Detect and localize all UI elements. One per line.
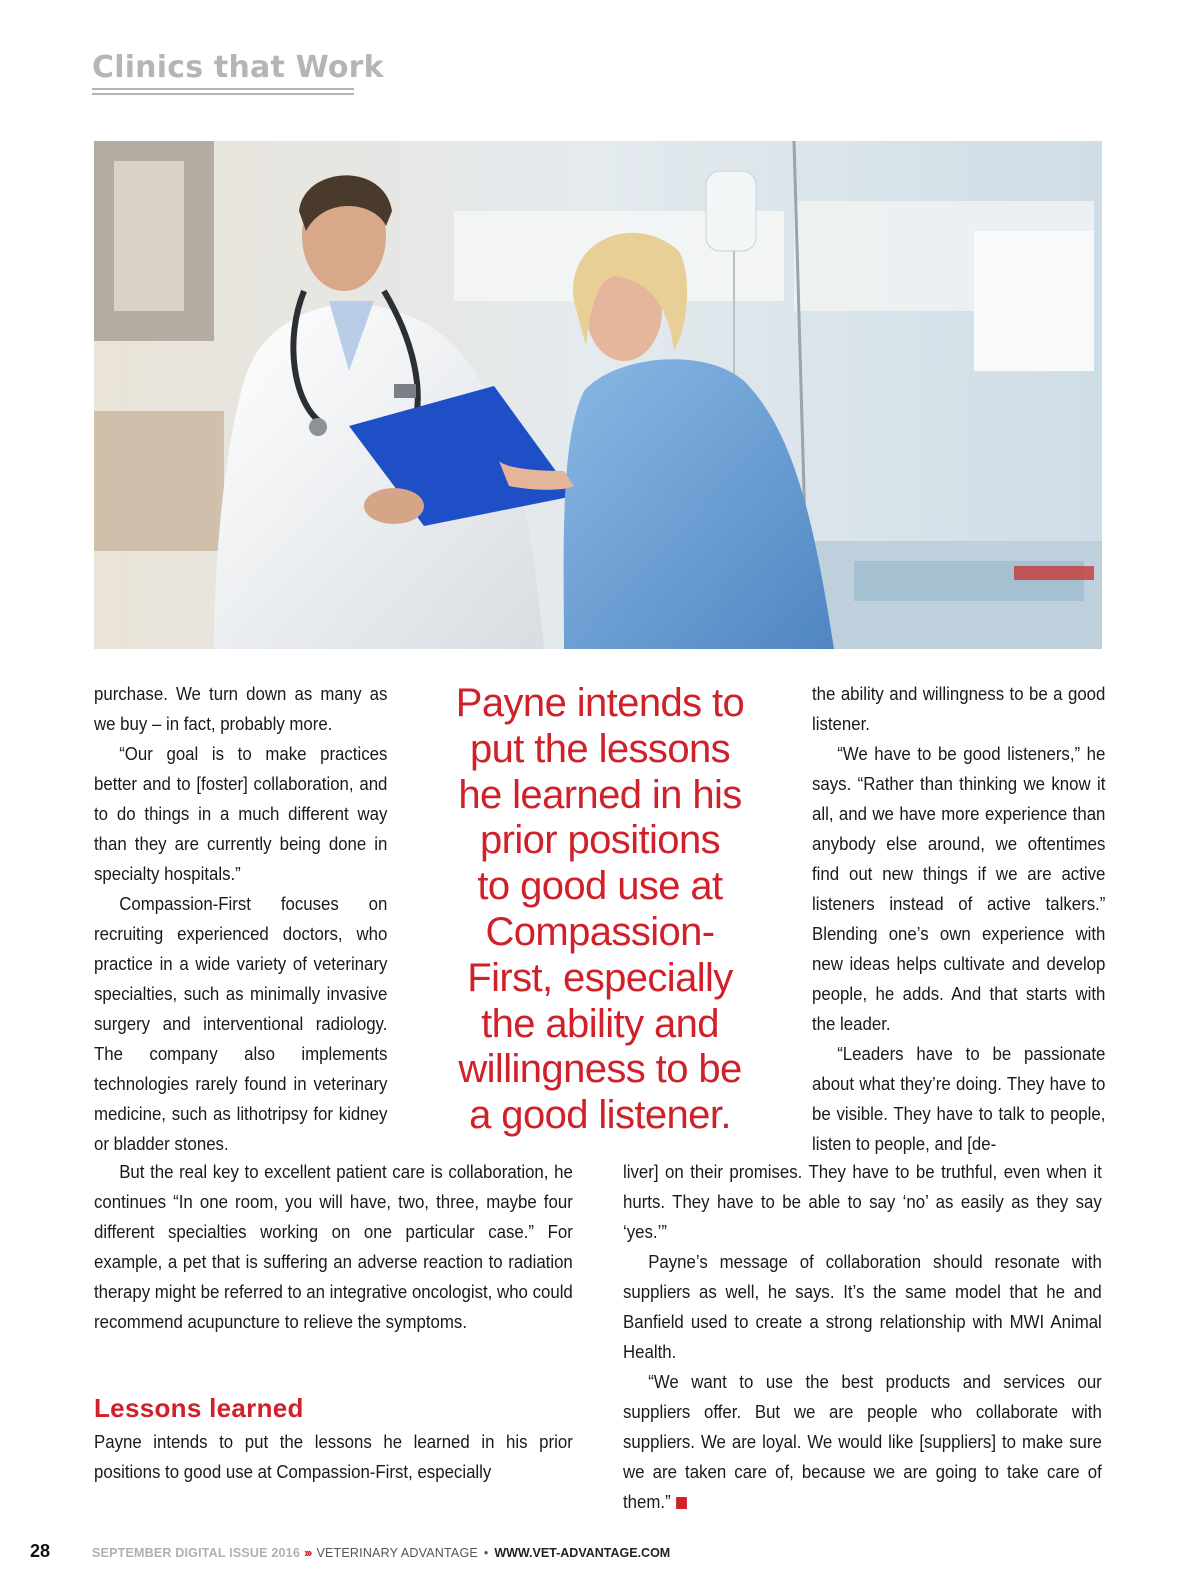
- footer-url-link[interactable]: WWW.VET-ADVANTAGE.COM: [494, 1546, 671, 1560]
- pull-quote-line: willingness to be: [458, 1047, 742, 1092]
- paragraph: [623, 1367, 1102, 1517]
- paragraph: But the real key to excellent patient care is collaboration, he continues “In one room, you will have, two, three, maybe four different specialties working on one particular case.” For example, a pet that is suffering an adverse reaction to radiation therapy might be referred to an integrative oncologist, who could recommend acupuncture to relieve the symptoms.: [94, 1161, 573, 1332]
- pull-quote: [440, 681, 760, 1139]
- section-title: Clinics that Work: [92, 50, 384, 85]
- subheading-lessons-learned: Lessons learned: [94, 1393, 304, 1423]
- article-column-right-bottom: [623, 1157, 1102, 1517]
- pull-quote-line: he learned in his: [458, 772, 742, 817]
- paragraph: the ability and willingness to be a good listener.: [812, 683, 1106, 734]
- paragraph: Payne intends to put the lessons he learned in his prior positions to good use at Compassion-First, especially: [94, 1431, 573, 1482]
- footer-separator: •: [483, 1546, 489, 1560]
- clinic-photo-illustration: [94, 141, 1102, 649]
- section-title-underline-secondary: [92, 93, 354, 95]
- pull-quote-line: to good use at: [477, 864, 723, 909]
- page-footer: [92, 1546, 670, 1560]
- paragraph: liver] on their promises. They have to be truthful, even when it hurts. They have to be able to say ‘no’ as easily as they say ‘yes.’”: [623, 1161, 1102, 1242]
- pull-quote-line: a good listener.: [469, 1093, 731, 1138]
- pull-quote-line: Compassion-: [485, 909, 715, 954]
- chevrons-icon: ›››: [303, 1546, 311, 1560]
- paragraph: purchase. We turn down as many as we buy – in fact, probably more.: [94, 683, 388, 734]
- pull-quote-line: prior positions: [479, 818, 720, 863]
- paragraph: Payne’s message of collaboration should resonate with suppliers as well, he says. It’s the same model that he and Banfield used to create a strong relationship with MWI Animal Health.: [623, 1251, 1102, 1362]
- article-column-right-top: [812, 679, 1105, 1159]
- paragraph: Compassion-First focuses on recruiting experienced doctors, who practice in a wide variety of veterinary specialties, such as minimally invasive surgery and interventional radiology. The company also implements technologies rarely found in veterinary medicine, such as lithotripsy for kidney or bladder stones.: [94, 893, 388, 1154]
- page-number: 28: [30, 1541, 51, 1561]
- article-column-left-bottom: [94, 1157, 573, 1337]
- article-lessons-body: [94, 1427, 573, 1487]
- article-column-left-top: [94, 679, 387, 1159]
- pull-quote-line: put the lessons: [469, 726, 731, 771]
- pull-quote-line: Payne intends to: [455, 681, 745, 725]
- paragraph: “We have to be good listeners,” he says. “Rather than thinking we know it all, and we have more experience than anybody else around, we oftentimes find out new things if we are active listeners instead of active talkers.” Blending one’s own experience with new ideas helps cultivate and develop people, he adds. And that starts with the leader.: [812, 743, 1106, 1034]
- footer-issue: SEPTEMBER DIGITAL ISSUE 2016: [92, 1546, 300, 1560]
- article-photo: [94, 141, 1102, 649]
- pull-quote-line: the ability and: [481, 1001, 719, 1046]
- section-title-underline: [92, 88, 354, 90]
- paragraph: “Leaders have to be passionate about what they’re doing. They have to be visible. They have to talk to people, listen to people, and [de-: [812, 1043, 1106, 1154]
- pull-quote-line: First, especially: [467, 955, 733, 1000]
- end-of-article-square-icon: [676, 1497, 687, 1509]
- paragraph-text: “We want to use the best products and services our suppliers offer. But we are people who collaborate with suppliers. We are loyal. We would like [suppliers] to make sure we are taken care of, because we are going to take care of them.”: [623, 1371, 1102, 1512]
- footer-publication: VETERINARY ADVANTAGE: [316, 1546, 478, 1560]
- paragraph: “Our goal is to make practices better and to [foster] collaboration, and to do things in a much different way than they are currently being done in specialty hospitals.”: [94, 743, 388, 884]
